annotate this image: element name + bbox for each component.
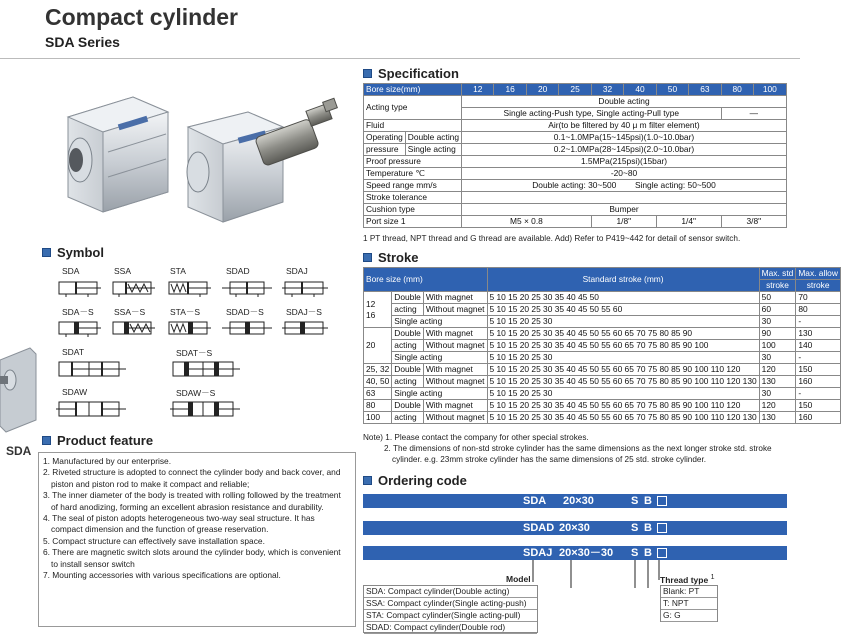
option-box-icon xyxy=(657,548,667,558)
bore-col: 25 xyxy=(559,84,591,96)
page-title: Compact cylinder xyxy=(45,4,238,30)
title-divider xyxy=(0,58,800,59)
pull-magnet-symbol-icon xyxy=(166,318,212,338)
double-rod-symbol-icon xyxy=(222,278,272,298)
port-size-1-4: 1/4" xyxy=(656,216,721,228)
operating-pressure-label: Operating xyxy=(364,132,406,144)
temperature-value: -20~80 xyxy=(462,168,787,180)
op-single-label: Single acting xyxy=(405,144,461,156)
bore-cell: 100 xyxy=(364,412,392,424)
product-feature-heading: Product feature xyxy=(42,433,153,448)
proof-pressure-label: Proof pressure xyxy=(364,156,462,168)
stroke-heading: Stroke xyxy=(363,250,418,265)
list-item: of hard anodizing, forming an excellent abrasion resistance and durability. xyxy=(51,501,324,512)
symbol-label-sda: SDA xyxy=(62,266,80,276)
table-row: 40, 50 acting Without magnet 5 10 15 20 25 30 35 40 45 50 55 60 65 70 75 80 85 90 100 110 120 130 130 160 xyxy=(364,376,841,388)
list-item: SDAD: Compact cylinder(Double rod) xyxy=(364,622,537,634)
list-item: STA: Compact cylinder(Single acting-pull) xyxy=(364,610,537,622)
symbol-label-sdaj-s: SDAJ－S xyxy=(286,307,322,317)
option-box-icon xyxy=(657,523,667,533)
fluid-label: Fluid xyxy=(364,120,462,132)
bore-cell: 40, 50 xyxy=(364,376,392,388)
stroke-tolerance-value xyxy=(462,192,787,204)
list-item: Blank: PT xyxy=(661,586,717,598)
tandem-symbol-icon xyxy=(56,358,126,380)
op-single-value: 0.2~1.0MPa(28~145psi)(2.0~10.0bar) xyxy=(462,144,787,156)
symbol-label-sta-s: STA－S xyxy=(170,307,201,317)
bore-cell: 63 xyxy=(364,388,392,400)
bore-col: 50 xyxy=(656,84,688,96)
single-acting-pull-symbol-icon xyxy=(166,278,212,298)
model-list xyxy=(363,585,538,633)
multi-position-symbol-icon xyxy=(56,398,126,420)
standard-stroke-header: Standard stroke (mm) xyxy=(487,268,759,292)
proof-pressure-value: 1.5MPa(215psi)(15bar) xyxy=(462,156,787,168)
list-item: T: NPT xyxy=(661,598,717,610)
ordering-code-bar: SDA 20×30 S B xyxy=(363,494,787,508)
stroke-note-3: cylinder. e.g. 23mm stroke cylinder has the same dimensions of 25 std. stroke cylinder. xyxy=(392,455,706,464)
max-std-header-2: stroke xyxy=(759,280,796,292)
bore-cell: 25, 32 xyxy=(364,364,392,376)
table-row: 12 16 Double With magnet 5 10 15 20 25 30 35 40 45 50 50 70 xyxy=(364,292,841,304)
double-rod-magnet-symbol-icon xyxy=(222,318,272,338)
bore-col: 12 xyxy=(462,84,494,96)
feature-list xyxy=(38,452,356,627)
double-acting-value: Double acting xyxy=(462,96,787,108)
max-allow-header: Max. allow xyxy=(796,268,841,280)
bore-col: 80 xyxy=(721,84,753,96)
table-row: 80 Double With magnet 5 10 15 20 25 30 35 40 45 50 55 60 65 70 75 80 85 90 100 110 120 120 150 xyxy=(364,400,841,412)
bore-col: 32 xyxy=(591,84,623,96)
symbol-label-sdaw: SDAW xyxy=(62,387,88,397)
list-item: 2. Riveted structure is adopted to connect the cylinder body and back cover, and xyxy=(43,467,341,478)
op-double-value: 0.1~1.0MPa(15~145psi)(1.0~10.0bar) xyxy=(462,132,787,144)
series-subtitle: SDA Series xyxy=(45,34,120,50)
stroke-note-2: 2. The dimensions of non-std stroke cylinder has the same dimensions as the next longer stroke std. stroke xyxy=(384,444,772,453)
list-item: 7. Mounting accessories with various specifications are optional. xyxy=(43,570,281,581)
thread-type-label: Thread type $^1$ xyxy=(660,574,715,585)
list-item: 5. Compact structure can effectively save installation space. xyxy=(43,535,265,546)
list-item: 6. There are magnetic switch slots around the cylinder body, which is convenient xyxy=(43,547,341,558)
symbol-label-sdad-s: SDAD－S xyxy=(226,307,264,317)
option-box-icon xyxy=(657,496,667,506)
symbol-label-sdat: SDAT xyxy=(62,347,85,357)
table-row: Single acting 5 10 15 20 25 30 30 - xyxy=(364,352,841,364)
adjustable-stroke-symbol-icon xyxy=(282,278,328,298)
ordering-code-heading: Ordering code xyxy=(363,473,467,488)
single-acting-na: — xyxy=(721,108,786,120)
bore-col: 100 xyxy=(753,84,786,96)
stroke-tolerance-label: Stroke tolerance xyxy=(364,192,462,204)
list-item: G: G xyxy=(661,610,717,622)
list-item: piston and piston rod to make it compact and reliable; xyxy=(51,478,250,489)
list-item: 1. Manufactured by our enterprise. xyxy=(43,456,172,466)
square-bullet-icon xyxy=(363,69,372,78)
symbol-heading: Symbol xyxy=(42,245,104,260)
list-item: SSA: Compact cylinder(Single acting-push) xyxy=(364,598,537,610)
port-size-3-8: 3/8" xyxy=(721,216,786,228)
ordering-code-bar: SDAJ 20×30－30 S B xyxy=(363,546,787,560)
thread-type-list xyxy=(660,585,718,622)
port-size-label: Port size 1 xyxy=(364,216,462,228)
single-acting-push-symbol-icon xyxy=(110,278,156,298)
operating-pressure-label-2: pressure xyxy=(364,144,406,156)
bore-col: 40 xyxy=(624,84,656,96)
op-double-label: Double acting xyxy=(405,132,461,144)
specification-table xyxy=(363,83,787,228)
table-row: 100 acting Without magnet 5 10 15 20 25 30 35 40 45 50 55 60 65 70 75 80 85 90 100 110 120 130 130 160 xyxy=(364,412,841,424)
spec-footnote: 1 PT thread, NPT thread and G thread are available. Add) Refer to P419~442 for detail of sensor switch. xyxy=(363,234,741,243)
symbol-label-ssa-s: SSA－S xyxy=(114,307,146,317)
symbol-label-sdaj: SDAJ xyxy=(286,266,308,276)
symbol-label-sdaw-s: SDAW－S xyxy=(176,388,216,398)
list-item: 4. The seal of piston adopts heterogeneous two-way seal structure. It has xyxy=(43,513,315,524)
list-item: 3. The inner diameter of the body is treated with rolling followed by the treatment xyxy=(43,490,341,501)
table-row: Single acting 5 10 15 20 25 30 30 - xyxy=(364,316,841,328)
bore-col: 63 xyxy=(689,84,721,96)
bore-col: 20 xyxy=(526,84,558,96)
square-bullet-icon xyxy=(42,248,51,257)
fluid-value: Air(to be filtered by 40 μ m filter element) xyxy=(462,120,787,132)
square-bullet-icon xyxy=(363,253,372,262)
bore-cell: 12 16 xyxy=(364,292,392,328)
cushion-type-value: Bumper xyxy=(462,204,787,216)
stroke-table xyxy=(363,267,841,424)
ordering-leader-lines xyxy=(363,560,787,588)
symbol-label-ssa: SSA xyxy=(114,266,132,276)
single-acting-value: Single acting-Push type, Single acting-Pull type xyxy=(462,108,722,120)
list-item: SDA: Compact cylinder(Double acting) xyxy=(364,586,537,598)
symbol-label-sdat-s: SDAT－S xyxy=(176,348,213,358)
ordering-code-bar: SDAD 20×30 S B xyxy=(363,521,787,535)
adjustable-magnet-symbol-icon xyxy=(282,318,328,338)
speed-range-value: Double acting: 30~500 Single acting: 50~500 xyxy=(462,180,787,192)
symbol-label-sda-s: SDA－S xyxy=(62,307,94,317)
push-magnet-symbol-icon xyxy=(110,318,156,338)
acting-type-label: Acting type xyxy=(364,96,462,120)
multi-position-magnet-symbol-icon xyxy=(170,398,240,420)
specification-heading: Specification xyxy=(363,66,459,81)
temperature-label: Temperature ℃ xyxy=(364,168,462,180)
table-row: acting Without magnet 5 10 15 20 25 30 35 40 45 50 55 60 65 70 75 80 85 90 100 100 140 xyxy=(364,340,841,352)
product-photo xyxy=(38,72,338,237)
symbol-label-sdad: SDAD xyxy=(226,266,250,276)
table-row: 25, 32 Double With magnet 5 10 15 20 25 30 35 40 45 50 55 60 65 70 75 80 85 90 100 110 120 120 150 xyxy=(364,364,841,376)
cylinder-symbol-icon xyxy=(56,278,102,298)
speed-range-label: Speed range mm/s xyxy=(364,180,462,192)
cushion-type-label: Cushion type xyxy=(364,204,462,216)
bore-size-header: Bore size(mm) xyxy=(364,84,462,96)
list-item: to install sensor switch xyxy=(51,558,135,569)
list-item: compact dimension and the function of grease reservation. xyxy=(51,524,269,535)
square-bullet-icon xyxy=(42,436,51,445)
bore-col: 16 xyxy=(494,84,526,96)
table-row: 63 Single acting 5 10 15 20 25 30 30 - xyxy=(364,388,841,400)
max-std-header: Max. std xyxy=(759,268,796,280)
bore-cell: 80 xyxy=(364,400,392,412)
max-allow-header-2: stroke xyxy=(796,280,841,292)
tandem-magnet-symbol-icon xyxy=(170,358,240,380)
stroke-bore-header: Bore size (mm) xyxy=(364,268,488,292)
stroke-note-1: Note) 1. Please contact the company for other special strokes. xyxy=(363,433,589,442)
symbol-label-sta: STA xyxy=(170,266,186,276)
bore-cell: 20 xyxy=(364,328,392,364)
cylinder-magnet-symbol-icon xyxy=(56,318,102,338)
model-label: Model xyxy=(506,574,531,584)
cylinder-edge-photo xyxy=(0,340,36,436)
port-size-m5: M5 × 0.8 xyxy=(462,216,592,228)
square-bullet-icon xyxy=(363,476,372,485)
table-row: 20 Double With magnet 5 10 15 20 25 30 35 40 45 50 55 60 65 70 75 80 85 90 90 130 xyxy=(364,328,841,340)
side-model-tag: SDA xyxy=(6,444,32,458)
table-row: acting Without magnet 5 10 15 20 25 30 35 40 45 50 55 60 60 80 xyxy=(364,304,841,316)
port-size-1-8: 1/8" xyxy=(591,216,656,228)
